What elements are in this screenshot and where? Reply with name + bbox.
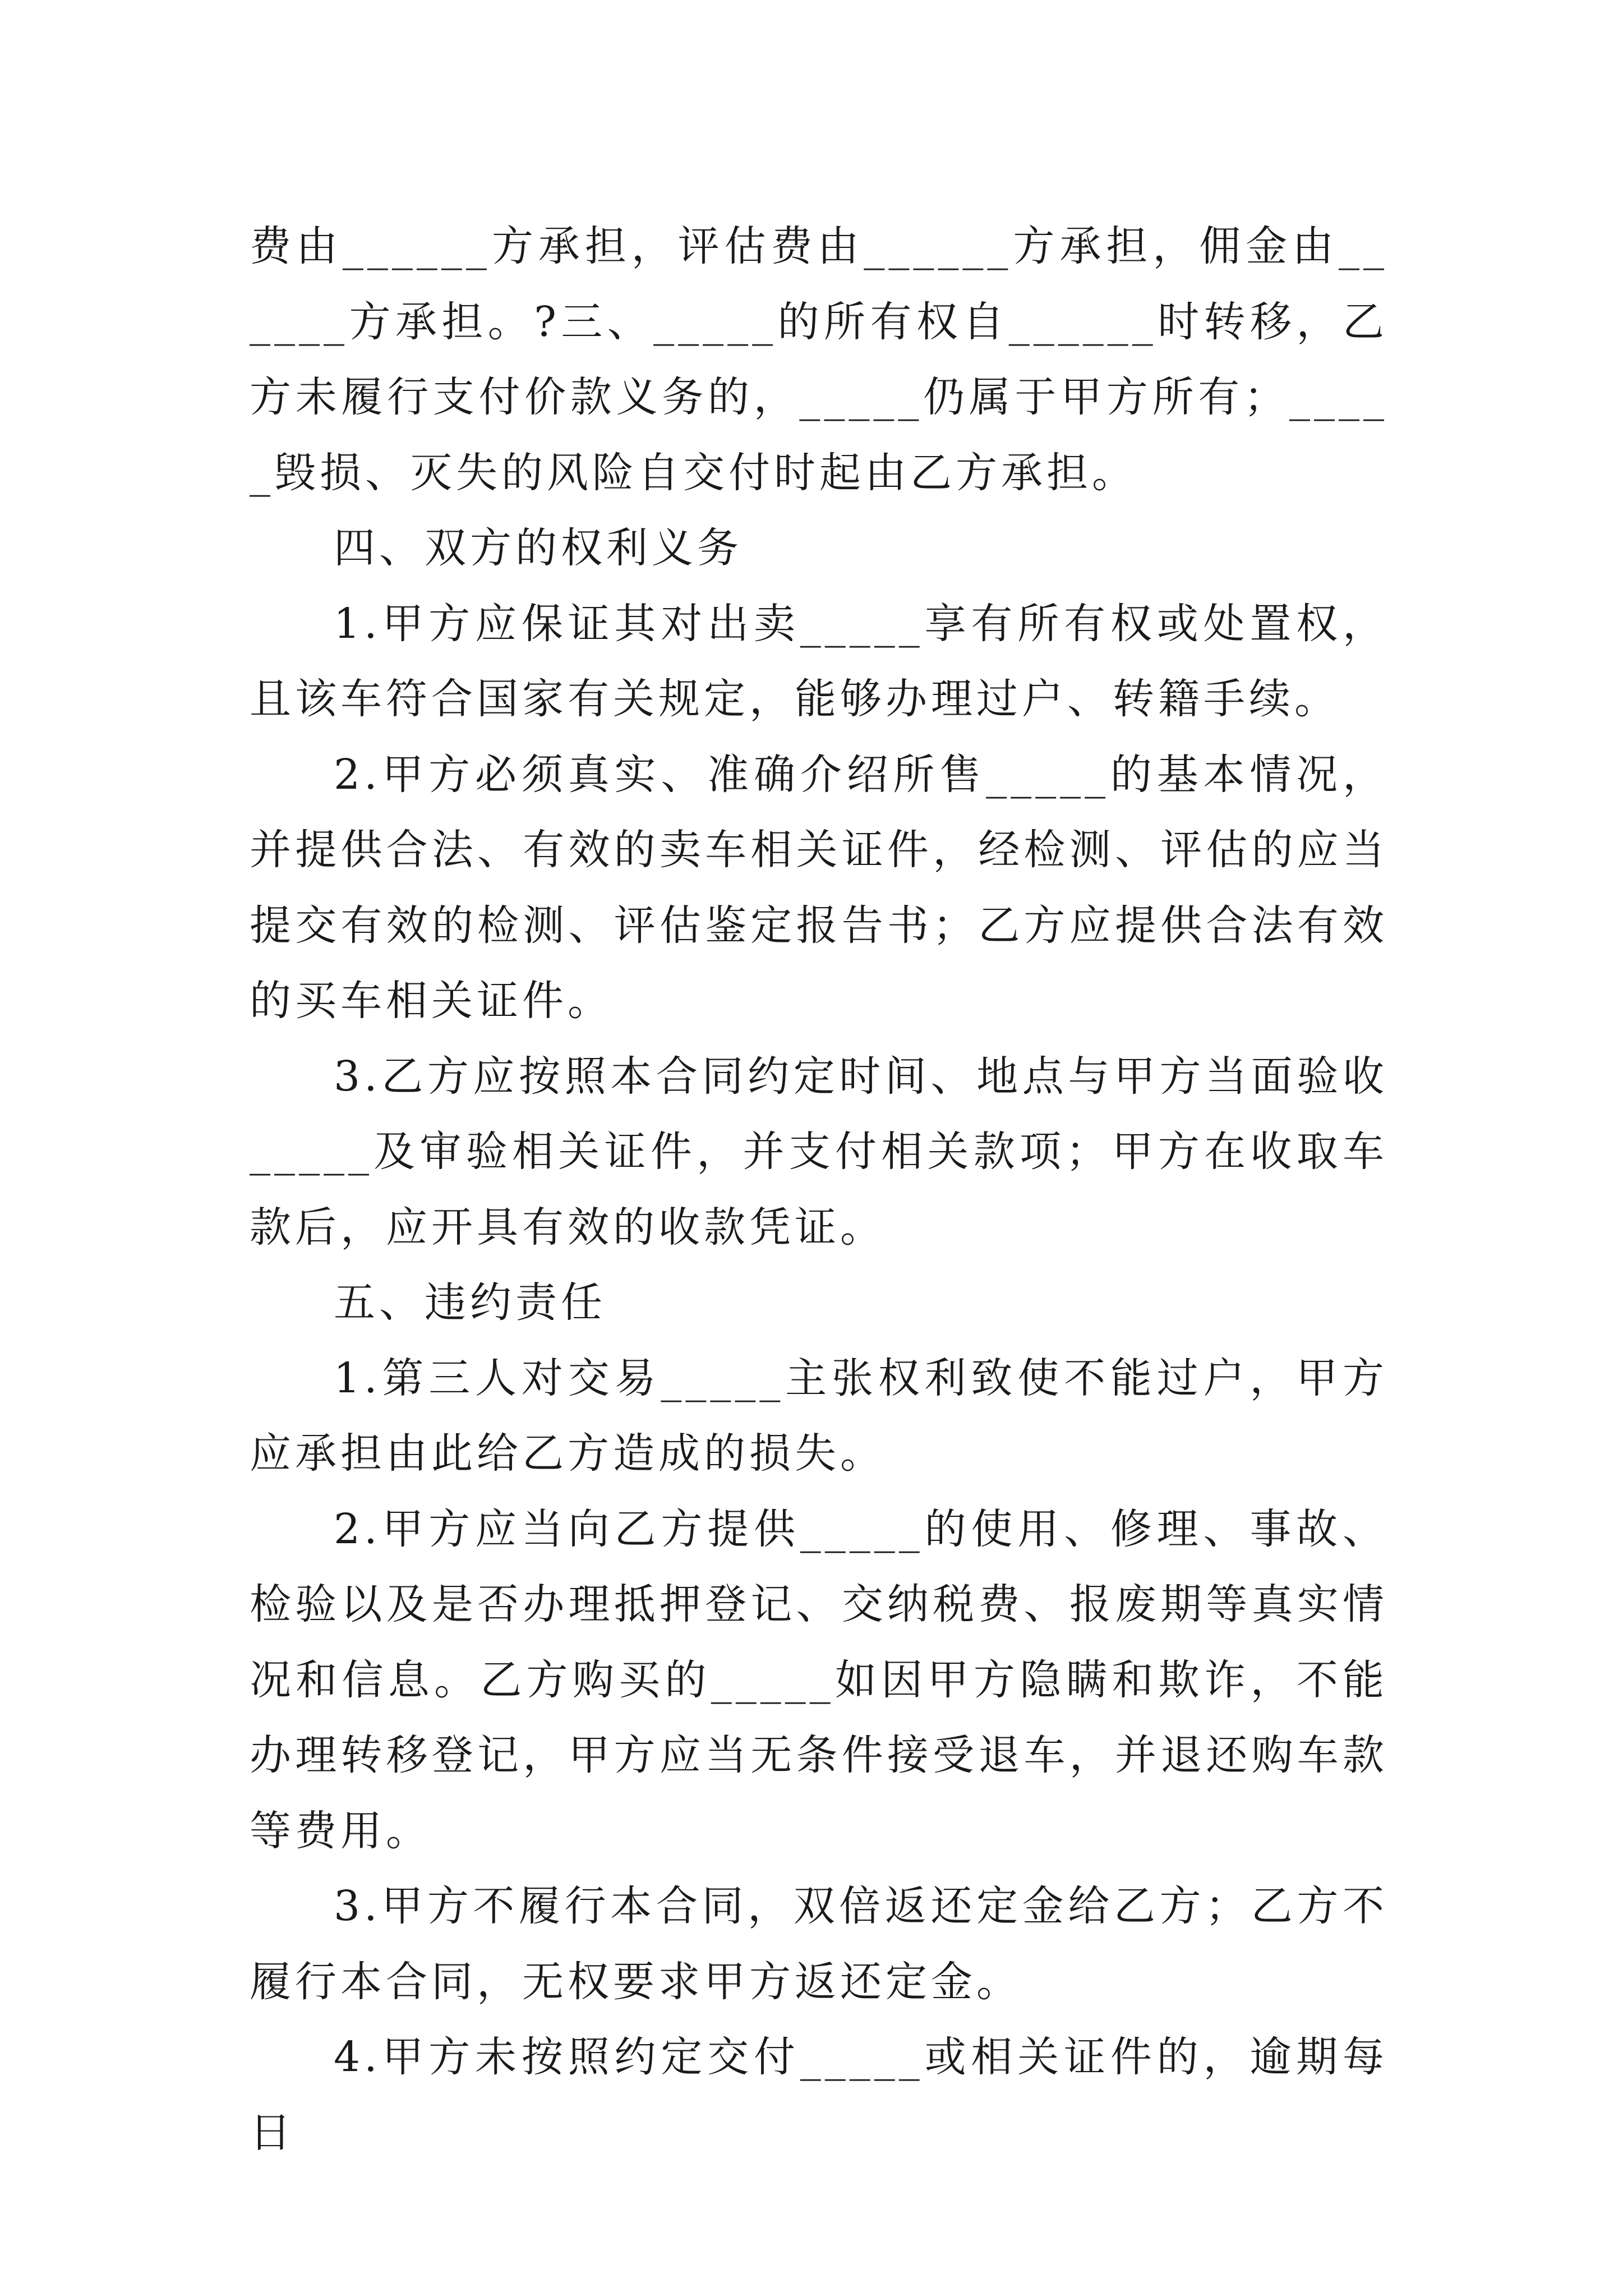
clause-4-3: 3.乙方应按照本合同约定时间、地点与甲方当面验收_____及审验相关证件，并支付相关款项；甲方在收取车款后，应开具有效的收款凭证。: [250, 1052, 1388, 1251]
clause-5-1: 1.第三人对交易_____主张权利致使不能过户，甲方应承担由此给乙方造成的损失。: [250, 1354, 1388, 1478]
clause-5-3: 3.甲方不履行本合同，双倍返还定金给乙方；乙方不履行本合同，无权要求甲方返还定金。: [250, 1882, 1388, 2006]
section-heading-rights-obligations: 四、双方的权利义务: [334, 524, 743, 572]
document-body: [250, 209, 1388, 2170]
clause-4-2: 2.甲方必须真实、准确介绍所售_____的基本情况，并提供合法、有效的卖车相关证件，经检测、评估的应当提交有效的检测、评估鉴定报告书；乙方应提供合法有效的买车相关证件。: [250, 750, 1388, 1025]
section-heading-breach-liability: 五、违约责任: [334, 1278, 606, 1327]
clause-5-2: 2.甲方应当向乙方提供_____的使用、修理、事故、检验以及是否办理抵押登记、交纳税费、报废期等真实情况和信息。乙方购买的_____如因甲方隐瞒和欺诈，不能办理转移登记，甲方应当无条件接受退车，并退还购车款等费用。: [250, 1504, 1388, 1855]
paragraph-fee-and-ownership: 费由______方承担，评估费由______方承担，佣金由______方承担。?三、_____的所有权自______时转移，乙方未履行支付价款义务的，_____仍属于甲方所有；_____毁损、灭失的风险自交付时起由乙方承担。: [250, 222, 1388, 497]
clause-4-1: 1.甲方应保证其对出卖_____享有所有权或处置权，且该车符合国家有关规定，能够办理过户、转籍手续。: [250, 599, 1388, 723]
clause-5-4: 4.甲方未按照约定交付_____或相关证件的，逾期每日: [250, 2033, 1388, 2157]
